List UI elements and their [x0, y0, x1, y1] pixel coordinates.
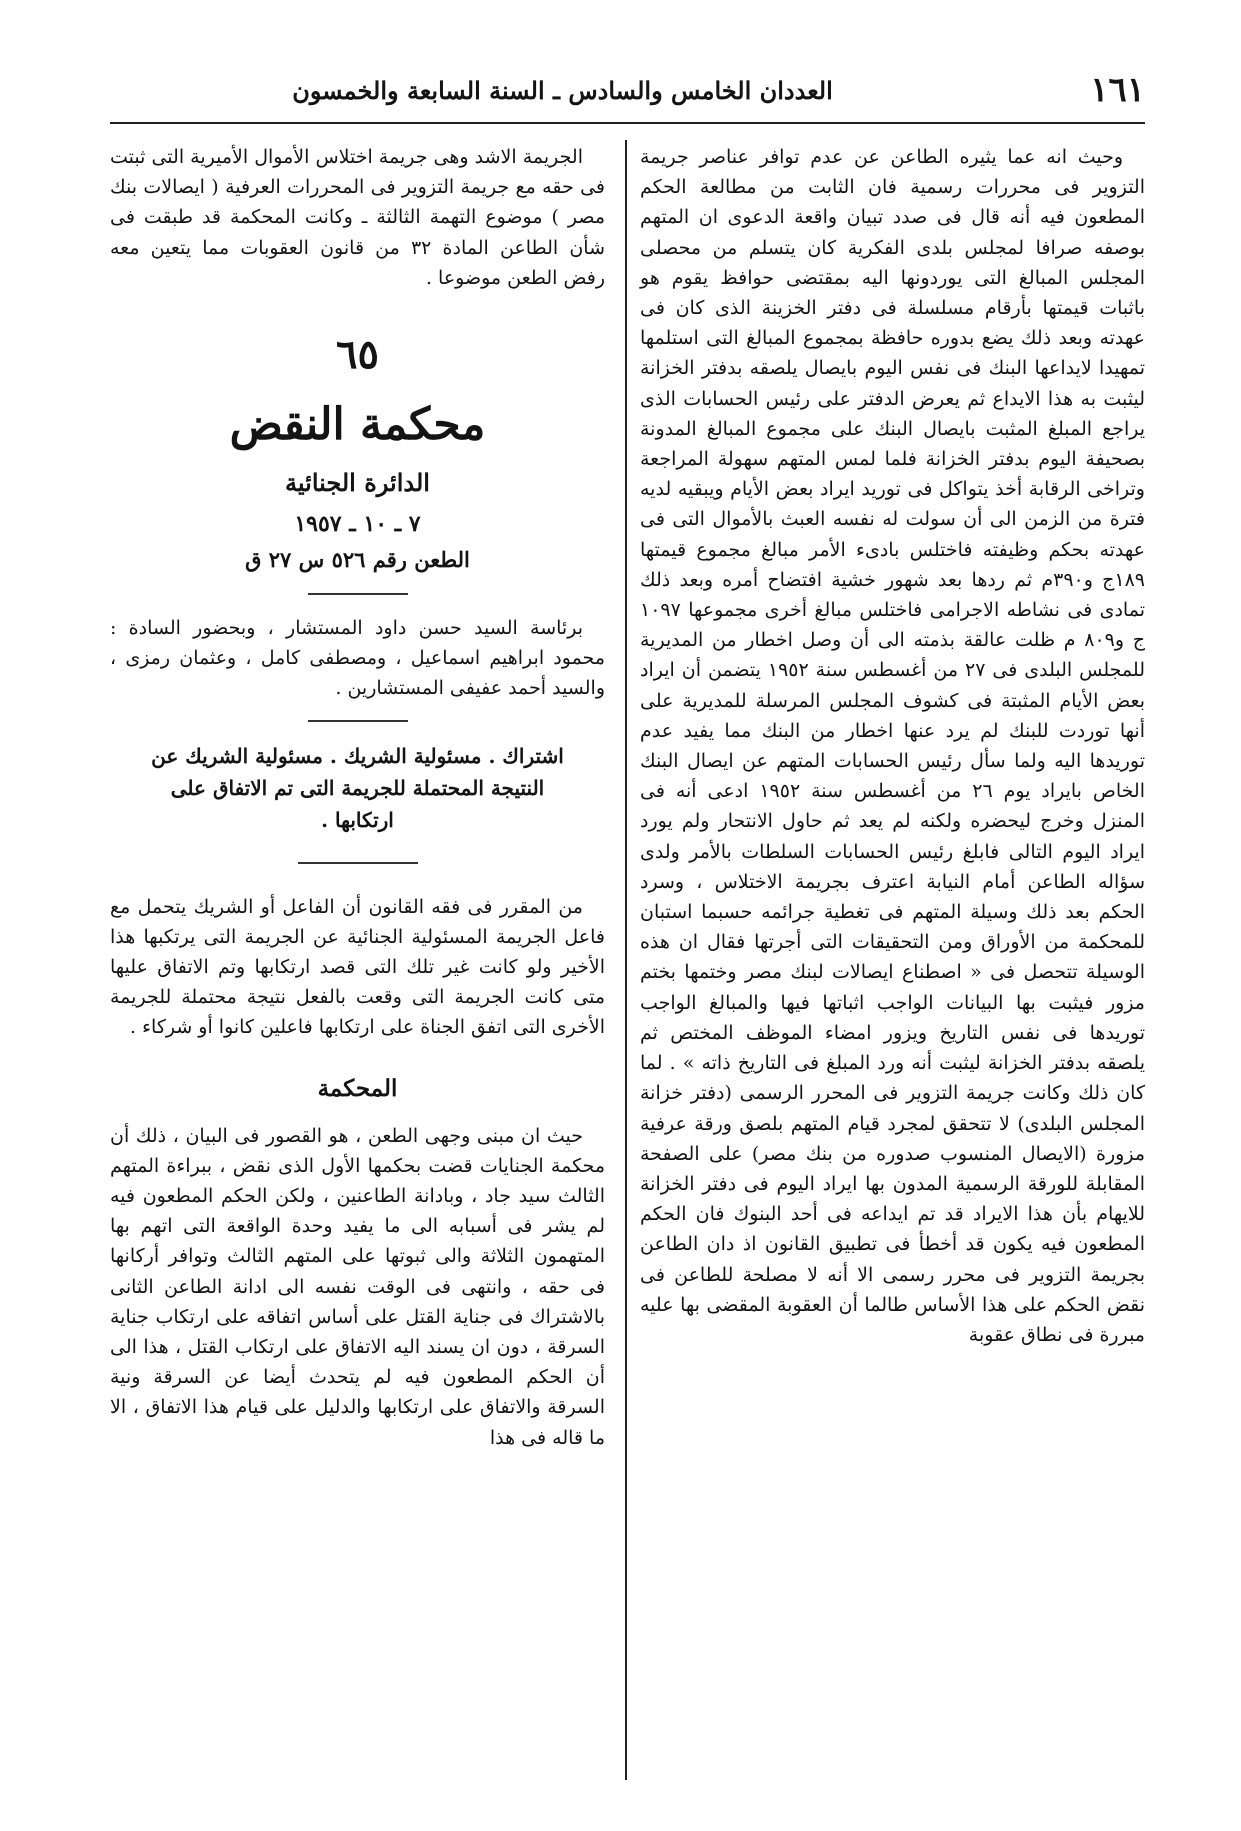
page-header: [110, 66, 1145, 116]
continuation-paragraph: الجريمة الاشد وهى جريمة اختلاس الأموال الأميرية التى ثبتت فى حقه مع جريمة التزوير فى المحررات العرفية ( ايصالات بنك مصر ) موضوع التهمة الثالثة ـ وكانت المحكمة قد طبقت فى شأن الطاعن المادة ٣٢ من قانون العقوبات مما يتعين معه رفض الطعن موضوعا .: [110, 146, 606, 289]
court-division: الدائرة الجنائية: [285, 468, 430, 498]
body-paragraph: وحيث انه عما يثيره الطاعن عن عدم توافر عناصر جريمة التزوير فى محررات رسمية فان الثابت من مطالعة الحكم المطعون فيه أنه قال فى صدد تبيان واقعة الدعوى ان المتهم بوصفه صرافا لمجلس بلدى الفكرية كان يتسلم من محصلى المجلس المبالغ التى يوردونها اليه بمقتضى حوافظ يقوم هو باثبات قيمتها بأرقام مسلسلة فى دفتر الخزينة الذى كان فى عهدته وبعد ذلك يضع بدوره حافظة بمجموع المبالغ التى استلمها تمهيدا لايداعها البنك فى نفس اليوم بايصال يلصقه بدفتر الخزانة ليثبت به هذا الايداع ثم يعرض الدفتر على رئيس الحسابات الذى يراجع المبلغ المثبت بايصال البنك على مجموع المبالغ المدونة بصحيفة اليوم بدفتر الخزانة فلما لمس المتهم سهولة المراجعة وتراخى الرقابة أخذ يتواكل فى توريد ايراد بعض الأيام ويبقيه لديه فترة من الزمن الى أن سولت له نفسه العبث بالأموال التى فى عهدته بحكم وظيفته فاختلس بادىء الأمر مبالغ مجموع قيمتها ١٨٩ج و٣٩٠م ثم ردها بعد شهور خشية افتضاح أمره وبعد ذلك تمادى فى نشاطه الاجرامى فاختلس مبالغ أخرى مجموعها ١٠٩٧ ج و٨٠٩ م ظلت عالقة بذمته الى أن وصل اخطار من المديرية للمجلس البلدى فى ٢٧ من أغسطس سنة ١٩٥٢ يتضمن أن ايراد بعض الأيام المثبتة فى كشوف المجلس المرسلة للمديرية على أنها توردت للبنك لم يرد عنها اخطار من البنك مما يفيد عدم توريدها اليه ولما سأل رئيس الحسابات المتهم عن ايصال البنك الخاص بايراد يوم ٢٦ من أغسطس سنة ١٩٥٢ ادعى أنه فى المنزل وخرج ليحضره ولكنه لم يعد ثم حاول الانتحار ولم يورد ايراد اليوم التالى فابلغ رئيس الحسابات السلطات بالأمر ولدى سؤاله الطاعن أمام النيابة اعترف بجريمة الاختلاس ، وسرد الحكم بعد ذلك وسيلة المتهم فى تغطية جرائمه حسبما استبان للمحكمة من الأوراق ومن التحقيقات التى أجرتها فقال ان هذه الوسيلة تتحصل فى « اصطناع ايصالات لبنك مصر وختمها بختم مزور فيثبت بها البيانات الواجب اثباتها فيها والمبالغ الواجب توريدها فى نفس التاريخ ويزور امضاء الموظف المختص ثم يلصقه بدفتر الخزانة ليثبت أنه ورد المبلغ فى التاريخ ذاته » . لما كان ذلك وكانت جريمة التزوير فى المحرر الرسمى (دفتر خزانة المجلس البلدى) لا تتحقق لمجرد قيام المتهم بلصق ورقة عرفية مزورة (الايصال المنسوب صدوره من بنك مصر) على الصفحة المقابلة للورقة الرسمية المدون بها ايراد اليوم فى دفتر الخزانة للايهام بأن هذا الايراد قد تم ايداعه فى أحد البنوك فان الحكم المطعون فيه يكون قد أخطأ فى تطبيق القانون اذ دان الطاعن بجريمة التزوير فى محرر رسمى الا أنه لا مصلحة للطاعن فى نقض الحكم على هذا الأساس طالما أن العقوبة المقضى بها عليه مبررة فى نطاق عقوبة: [640, 146, 1146, 1346]
column-divider: [625, 140, 627, 1780]
section-heading: المحكمة: [317, 1074, 398, 1102]
header-rule: [110, 122, 1145, 124]
legal-principle: من المقرر فى فقه القانون أن الفاعل أو الشريك يتحمل مع فاعل الجريمة المسئولية الجنائية عن الجريمة التى يرتكبها هذا الأخير ولو كانت غير تلك التى قصد ارتكابها وتم الاتفاق عليها متى كانت الجريمة التى وقعت بالفعل نتيجة محتملة للجريمة الأخرى التى اتفق الجناة على ارتكابها فاعلين كانوا أو شركاء .: [110, 895, 605, 1039]
section-rule: [308, 593, 408, 595]
court-name: محكمة النقض: [229, 399, 486, 451]
left-column: [110, 142, 605, 1453]
case-keywords: اشتراك . مسئولية الشريك . مسئولية الشريك عن النتيجة المحتملة للجريمة التى تم الاتفاق على ارتكابها .: [151, 743, 564, 832]
bench-text: برئاسة السيد حسن داود المستشار ، وبحضور السادة : محمود ابراهيم اسماعيل ، ومصطفى كامل ، وعثمان رمزى ، والسيد أحمد عفيفى المستشارين .: [110, 617, 605, 700]
case-date: ٧ ـ ١٠ ـ ١٩٥٧: [294, 511, 421, 538]
section-rule: [298, 862, 418, 864]
right-column: [640, 142, 1145, 1350]
page-number: ١٦١: [1090, 70, 1145, 110]
section-rule: [308, 720, 408, 722]
running-title: العددان الخامس والسادس ـ السنة السابعة والخمسون: [292, 76, 833, 105]
appeal-reference: الطعن رقم ٥٢٦ س ٢٧ ق: [245, 547, 470, 573]
bench-composition: [110, 613, 605, 704]
court-reasoning-paragraph: حيث ان مبنى وجهى الطعن ، هو القصور فى البيان ، ذلك أن محكمة الجنايات قضت بحكمها الأول الذى نقض ، ببراءة المتهم الثالث سيد جاد ، وبادانة الطاعنين ، ولكن الحكم المطعون فيه لم يشر فى أسبابه الى ما يفيد وحدة الواقعة التى اتهم بها المتهمون الثلاثة والى ثبوتها على المتهم الثالث وتوافر أركانها فى حقه ، وانتهى فى الوقت نفسه الى ادانة الطاعن الثانى بالاشتراك فى جناية القتل على أساس اتفاقه على ارتكاب جناية السرقة ، دون ان يسند اليه الاتفاق على ارتكاب القتل ، هذا الى أن الحكم المطعون فيه لم يتحدث أيضا عن السرقة ونية السرقة والاتفاق على ارتكابها والدليل على قيام هذا الاتفاق ، الا ما قاله فى هذا: [110, 1124, 605, 1449]
case-number: ٦٥: [336, 331, 379, 379]
